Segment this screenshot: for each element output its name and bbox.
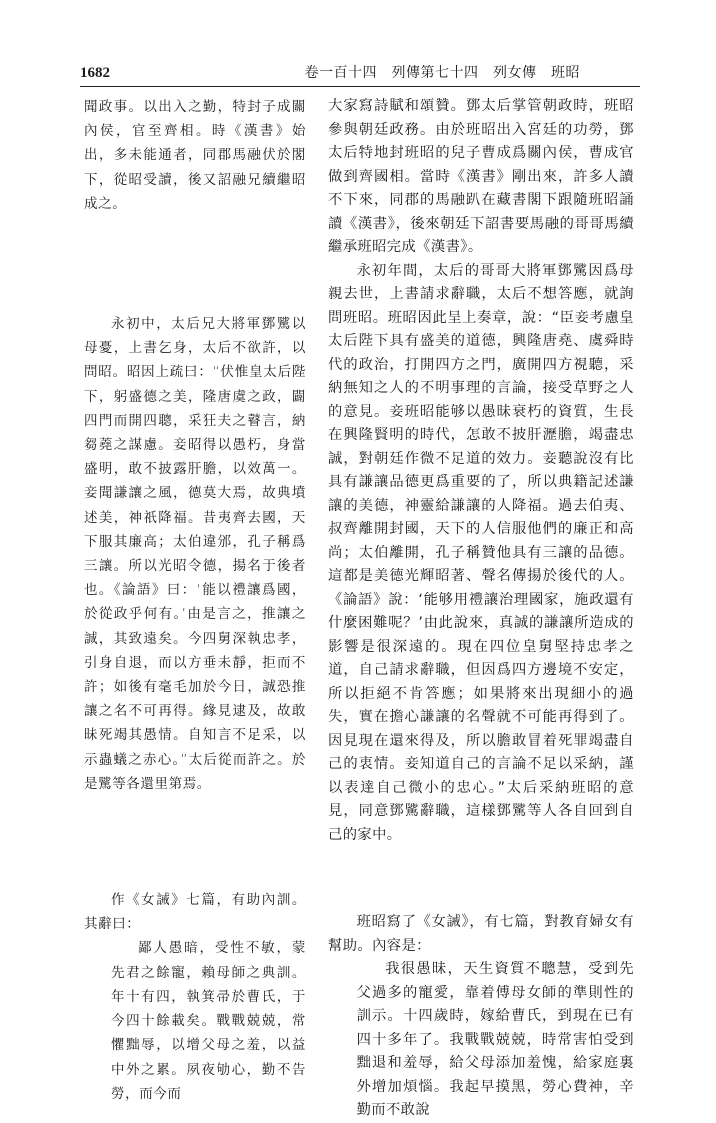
- right-quote-paragraph: 我很愚昧，天生資質不聰慧，受到先父過多的寵愛，靠着傅母女師的準則性的訓示。十四歲時，嫁給曹氏，到現在已有四十多年了。我戰戰兢兢，時常害怕受到黜退和羞辱，給父母添加羞愧，給家庭裏外增加煩惱。我起早摸黑，勞心費神，辛勤而不敢說: [356, 961, 634, 1118]
- left-paragraph-2: 永初中，太后兄大將軍鄧騭以母憂，上書乞身，太后不欲許，以問昭。昭因上疏曰：“伏惟皇太后陛下，躬盛德之美，隆唐虞之政，闢四門而開四聰，采狂夫之瞽言，納芻蕘之謀慮。妾昭得以愚朽，身當盛明，敢不披露肝膽，以效萬一。妾聞謙讓之風，德莫大焉，故典墳述美，神祇降福。昔夷齊去國，天下服其廉高；太伯違邠，孔子稱爲三讓。所以光昭令德，揚名于後者也。《論語》曰：‘能以禮讓爲國，於從政乎何有。’由是言之，推讓之誠，其致遠矣。今四舅深執忠孝，引身自退，而以方垂未靜，拒而不許；如後有毫毛加於今日，誠恐推讓之名不可再得。緣見逮及，故敢昧死竭其愚情。自知言不足采，以示蟲蟻之赤心。”太后從而許之。於是騭等各還里第焉。: [84, 316, 306, 792]
- left-paragraph-1: 聞政事。以出入之勤，特封子成關內侯，官至齊相。時《漢書》始出，多未能通者，同郡馬融伏於閣下，從昭受讀，後又詔融兄續繼昭成之。: [84, 99, 306, 212]
- running-title: 卷一百十四 列傳第七十四 列女傳 班昭: [304, 65, 580, 81]
- right-paragraph-1: 大家寫詩賦和頌贊。鄧太后掌管朝政時，班昭參與朝廷政務。由於班昭出入宮廷的功勞，鄧太后特地封班昭的兒子曹成爲關內侯，曹成官做到齊國相。當時《漢書》剛出來，許多人讀不下來，同郡的馬融趴在藏書閣下跟隨班昭誦讀《漢書》，後來朝廷下詔書要馬融的哥哥馬續繼承班昭完成《漢書》。: [328, 98, 634, 255]
- right-paragraph-2: 永初年間，太后的哥哥大將軍鄧騭因爲母親去世，上書請求辭職，太后不想答應，就詢問班昭。班昭因此呈上奏章，說：“臣妾考慮皇太后陛下具有盛美的道德，興隆唐堯、虞舜時代的政治，打開四方之門，廣開四方視聽，采納無知之人的不明事理的言論，接受草野之人的意見。妾班昭能够以愚昧衰朽的資質，生長在興隆賢明的時代，怎敢不披肝瀝膽，竭盡忠誠，對朝廷作微不足道的效力。妾聽說沒有比具有謙讓品德更爲重要的了，所以典籍記述謙讓的美德，神靈給謙讓的人降福。過去伯夷、叔齊離開封國，天下的人信服他們的廉正和高尚；太伯離開，孔子稱贊他具有三讓的品德。這都是美德光輝昭著、聲名傳揚於後代的人。《論語》說：‘能够用禮讓治理國家，施政還有什麼困難呢？’由此說來，真誠的謙讓所造成的影響是很深遠的。現在四位皇舅堅持忠孝之道，自己請求辭職，但因爲四方邊境不安定，所以拒絕不肯答應；如果將來出現細小的過失，實在擔心謙讓的名聲就不可能再得到了。因見現在還來得及，所以膽敢冒着死罪竭盡自己的衷情。妾知道自己的言論不足以采納，謹以表達自己微小的忠心。”太后采納班昭的意見，同意鄧騭辭職，這樣鄧騭等人各自回到自己的家中。: [328, 262, 634, 843]
- spacer: [84, 216, 306, 312]
- right-paragraph-3: 班昭寫了《女誡》，有七篇，對教育婦女有幫助。內容是：: [328, 914, 634, 954]
- page-number: 1682: [80, 65, 110, 81]
- spacer: [84, 796, 306, 888]
- left-paragraph-3: 作《女誡》七篇，有助內訓。其辭曰：: [84, 892, 306, 933]
- header-rule: [80, 86, 640, 87]
- spacer: [328, 847, 634, 911]
- left-quote-paragraph: 鄙人愚暗，受性不敏，蒙先君之餘寵，賴母師之典訓。年十有四，執箕帚於曹氏，于今四十餘載矣。戰戰兢兢，常懼黜辱，以增父母之羞，以益中外之累。夙夜劬心，勤不告勞，而今而: [111, 940, 306, 1102]
- translation-column: [328, 95, 634, 1118]
- page-header: [80, 62, 640, 84]
- classical-text-column: [84, 95, 306, 1102]
